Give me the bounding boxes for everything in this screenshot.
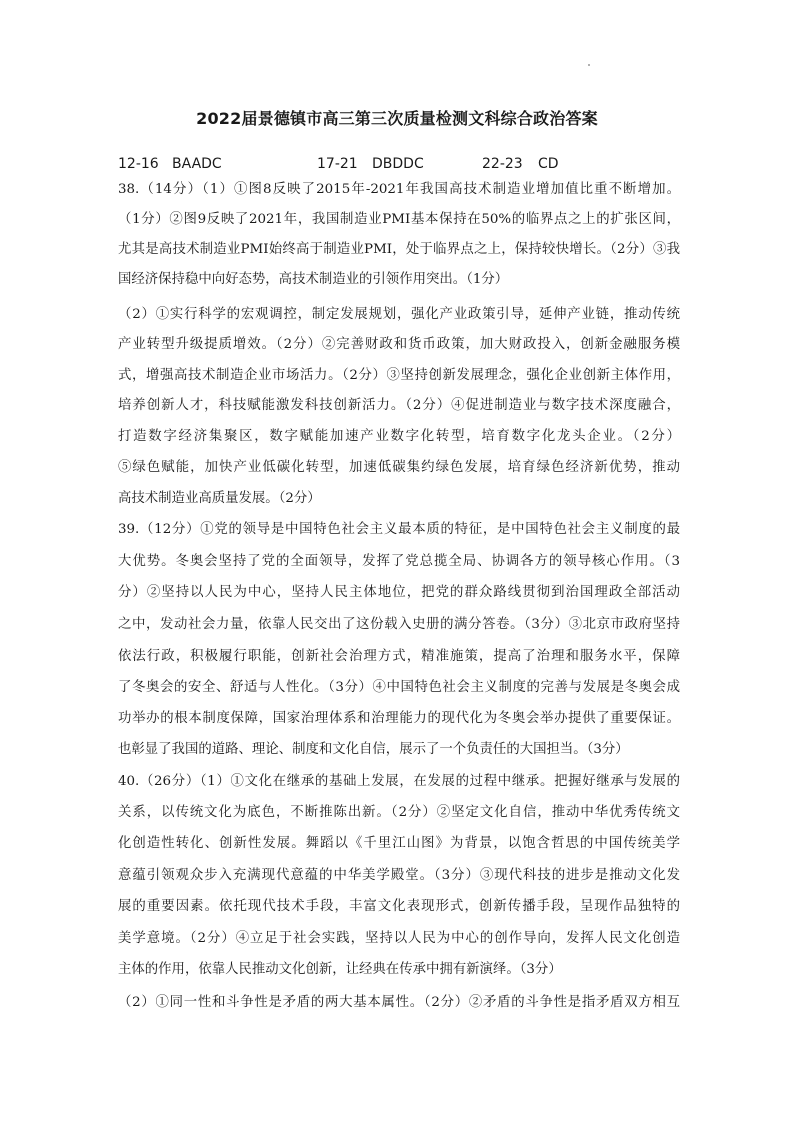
text-line: 主体的作用，依靠人民推动文化创新，让经典在传承中拥有新演绎。（3分）: [118, 962, 562, 977]
text-line: 之中，发动社会力量，依靠人民交出了这份载入史册的满分答卷。（3分）③北京市政府坚持: [118, 617, 680, 632]
text-line: 也彰显了我国的道路、理论、制度和文化自信，展示了一个负责任的大国担当。（3分）: [118, 742, 629, 757]
text-line: 化创造性转化、创新性发展。舞蹈以《千里江山图》为背景，以饱含哲思的中国传统美学: [118, 836, 680, 851]
text-line: 培养创新人才，科技赋能激发科技创新活力。（2分）④促进制造业与数字技术深度融合，: [118, 398, 680, 413]
scan-speck: [588, 64, 590, 66]
text-line: （2）①同一性和斗争性是矛盾的两大基本属性。（2分）②矛盾的斗争性是指矛盾双方相互: [118, 995, 680, 1010]
text-line: 大优势。冬奥会坚持了党的全面领导，发挥了党总揽全局、协调各方的领导核心作用。（3: [118, 554, 680, 569]
text-line: 美学意境。（2分）④立足于社会实践，坚持以人民为中心的创作导向，发挥人民文化创造: [118, 931, 680, 946]
text-line: 分）②坚持以人民为中心，坚持人民主体地位，把党的群众路线贯彻到治国理政全部活动: [118, 585, 680, 600]
text-line: 39.（12分）①党的领导是中国特色社会主义最本质的特征，是中国特色社会主义制度的最: [118, 522, 680, 537]
text-line: 尤其是高技术制造业PMI始终高于制造业PMI，处于临界点之上，保持较快增长。（2分）③我: [118, 242, 680, 257]
answer-keys: BAADC: [172, 156, 222, 172]
text-line: 意蕴引领观众步入充满现代意蕴的中华美学殿堂。（3分）③现代科技的进步是推动文化发: [118, 868, 680, 883]
text-line: 关系，以传统文化为底色，不断推陈出新。（2分）②坚定文化自信，推动中华优秀传统文: [118, 805, 680, 820]
text-line: 打造数字经济集聚区，数字赋能加速产业数字化转型，培育数字化龙头企业。（2分）: [118, 429, 680, 444]
text-line: 功举办的根本制度保障，国家治理体系和治理能力的现代化为冬奥会举办提供了重要保证。: [118, 711, 680, 726]
text-line: 高技术制造业高质量发展。（2分）: [118, 491, 321, 506]
text-line: （1分）②图9反映了2021年，我国制造业PMI基本保持在50%的临界点之上的扩张区间，: [118, 212, 680, 227]
text-line: 国经济保持稳中向好态势，高技术制造业的引领作用突出。（1分）: [118, 272, 509, 287]
text-line: 依法行政，积极履行职能，创新社会治理方式，精准施策，提高了治理和服务水平，保障: [118, 649, 680, 664]
answer-keys: DBDDC: [372, 156, 424, 172]
answer-keys: CD: [538, 156, 559, 172]
answer-range-label: 17-21: [317, 156, 358, 172]
text-line: 了冬奥会的安全、舒适与人性化。（3分）④中国特色社会主义制度的完善与发展是冬奥会成: [118, 680, 680, 695]
answer-range-label: 22-23: [482, 156, 523, 172]
text-line: 40.（26分）（1）①文化在继承的基础上发展，在发展的过程中继承。把握好继承与发展的: [118, 774, 680, 789]
answer-range-label: 12-16: [118, 156, 159, 172]
text-line: 式，增强高技术制造企业市场活力。（2分）③坚持创新发展理念，强化企业创新主体作用，: [118, 368, 680, 383]
text-line: 展的重要因素。依托现代技术手段，丰富文化表现形式，创新传播手段，呈现作品独特的: [118, 899, 680, 914]
text-line: 38.（14分）（1）①图8反映了2015年-2021年我国高技术制造业增加值比重不断增加。: [118, 182, 680, 197]
text-line: （2）①实行科学的宏观调控，制定发展规划，强化产业政策引导，延伸产业链，推动传统: [118, 307, 680, 322]
text-line: ⑤绿色赋能，加快产业低碳化转型，加速低碳集约绿色发展，培育绿色经济新优势，推动: [118, 460, 680, 475]
page-title: 2022届景德镇市高三第三次质量检测文科综合政治答案: [196, 109, 598, 128]
text-line: 产业转型升级提质增效。（2分）②完善财政和货币政策，加大财政投入，创新金融服务模: [118, 337, 680, 352]
